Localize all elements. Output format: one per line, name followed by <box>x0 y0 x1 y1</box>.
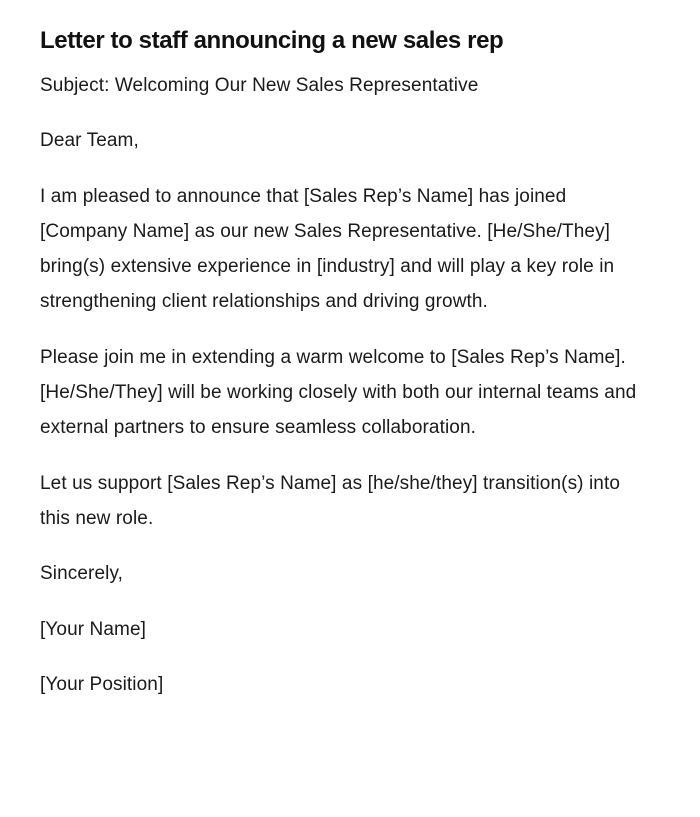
salutation: Dear Team, <box>40 130 139 152</box>
signature-name: [Your Name] <box>40 618 147 640</box>
body-paragraph-announcement: I am pleased to announce that [Sales Rep’s Name] has joined [Company Name] as our new Sales Representative. [He/She/They] bring(s) extensive experience in [industry] and will play a key role in strengthening client relationships and driving growth. <box>40 185 615 313</box>
letter-document <box>40 25 640 702</box>
body-paragraph-welcome: Please join me in extending a warm welcome to [Sales Rep’s Name]. [He/She/They] will be working closely with both our internal teams and external partners to ensure seamless collaboration. <box>40 346 637 439</box>
body-paragraph-support: Let us support [Sales Rep’s Name] as [he/she/they] transition(s) into this new role. <box>40 472 621 529</box>
subject-line: Subject: Welcoming Our New Sales Representative <box>40 75 479 96</box>
closing: Sincerely, <box>40 563 124 585</box>
document-title: Letter to staff announcing a new sales rep <box>40 27 504 54</box>
signature-position: [Your Position] <box>40 673 164 695</box>
